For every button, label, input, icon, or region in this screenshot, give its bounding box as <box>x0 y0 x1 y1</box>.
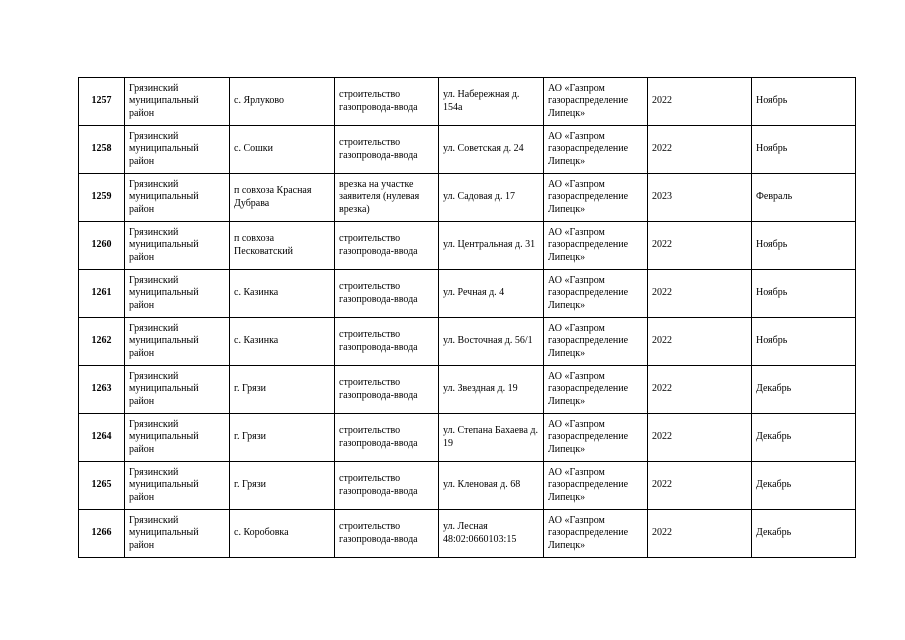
gasification-table <box>78 77 856 558</box>
table-row <box>79 414 856 462</box>
year-cell: 2022 <box>648 366 752 414</box>
year-cell: 2022 <box>648 222 752 270</box>
district-cell: Грязинский муниципальный район <box>125 366 230 414</box>
year-cell: 2022 <box>648 462 752 510</box>
year-cell: 2022 <box>648 270 752 318</box>
month-cell: Февраль <box>752 174 856 222</box>
organization-cell: АО «Газпром газораспределение Липецк» <box>544 318 648 366</box>
row-number: 1258 <box>79 126 125 174</box>
district-cell: Грязинский муниципальный район <box>125 318 230 366</box>
row-number: 1265 <box>79 462 125 510</box>
district-cell: Грязинский муниципальный район <box>125 78 230 126</box>
table-row <box>79 462 856 510</box>
row-number: 1259 <box>79 174 125 222</box>
organization-cell: АО «Газпром газораспределение Липецк» <box>544 78 648 126</box>
locality-cell: с. Ярлуково <box>230 78 335 126</box>
district-cell: Грязинский муниципальный район <box>125 414 230 462</box>
address-cell: ул. Звездная д. 19 <box>439 366 544 414</box>
address-cell: ул. Восточная д. 56/1 <box>439 318 544 366</box>
address-cell: ул. Степана Бахаева д. 19 <box>439 414 544 462</box>
work-type-cell: строительство газопровода-ввода <box>335 222 439 270</box>
organization-cell: АО «Газпром газораспределение Липецк» <box>544 222 648 270</box>
table-row <box>79 174 856 222</box>
month-cell: Декабрь <box>752 462 856 510</box>
district-cell: Грязинский муниципальный район <box>125 126 230 174</box>
month-cell: Ноябрь <box>752 126 856 174</box>
month-cell: Ноябрь <box>752 222 856 270</box>
work-type-cell: врезка на участке заявителя (нулевая врезка) <box>335 174 439 222</box>
row-number: 1263 <box>79 366 125 414</box>
year-cell: 2022 <box>648 510 752 558</box>
organization-cell: АО «Газпром газораспределение Липецк» <box>544 366 648 414</box>
month-cell: Ноябрь <box>752 318 856 366</box>
month-cell: Декабрь <box>752 414 856 462</box>
work-type-cell: строительство газопровода-ввода <box>335 78 439 126</box>
locality-cell: с. Казинка <box>230 270 335 318</box>
locality-cell: г. Грязи <box>230 366 335 414</box>
address-cell: ул. Лесная 48:02:0660103:15 <box>439 510 544 558</box>
address-cell: ул. Речная д. 4 <box>439 270 544 318</box>
row-number: 1262 <box>79 318 125 366</box>
month-cell: Ноябрь <box>752 270 856 318</box>
organization-cell: АО «Газпром газораспределение Липецк» <box>544 510 648 558</box>
table-row <box>79 78 856 126</box>
address-cell: ул. Набережная д. 154а <box>439 78 544 126</box>
table-row <box>79 222 856 270</box>
organization-cell: АО «Газпром газораспределение Липецк» <box>544 414 648 462</box>
locality-cell: г. Грязи <box>230 462 335 510</box>
table-body <box>79 78 856 558</box>
work-type-cell: строительство газопровода-ввода <box>335 126 439 174</box>
work-type-cell: строительство газопровода-ввода <box>335 510 439 558</box>
year-cell: 2022 <box>648 318 752 366</box>
locality-cell: п совхоза Красная Дубрава <box>230 174 335 222</box>
row-number: 1266 <box>79 510 125 558</box>
locality-cell: с. Казинка <box>230 318 335 366</box>
locality-cell: п совхоза Песковатский <box>230 222 335 270</box>
table-row <box>79 270 856 318</box>
organization-cell: АО «Газпром газораспределение Липецк» <box>544 174 648 222</box>
locality-cell: с. Сошки <box>230 126 335 174</box>
row-number: 1264 <box>79 414 125 462</box>
table-row <box>79 510 856 558</box>
address-cell: ул. Садовая д. 17 <box>439 174 544 222</box>
table-row <box>79 318 856 366</box>
row-number: 1260 <box>79 222 125 270</box>
month-cell: Ноябрь <box>752 78 856 126</box>
district-cell: Грязинский муниципальный район <box>125 510 230 558</box>
work-type-cell: строительство газопровода-ввода <box>335 318 439 366</box>
work-type-cell: строительство газопровода-ввода <box>335 366 439 414</box>
locality-cell: г. Грязи <box>230 414 335 462</box>
work-type-cell: строительство газопровода-ввода <box>335 270 439 318</box>
district-cell: Грязинский муниципальный район <box>125 462 230 510</box>
organization-cell: АО «Газпром газораспределение Липецк» <box>544 462 648 510</box>
address-cell: ул. Кленовая д. 68 <box>439 462 544 510</box>
district-cell: Грязинский муниципальный район <box>125 270 230 318</box>
organization-cell: АО «Газпром газораспределение Липецк» <box>544 270 648 318</box>
organization-cell: АО «Газпром газораспределение Липецк» <box>544 126 648 174</box>
locality-cell: с. Коробовка <box>230 510 335 558</box>
year-cell: 2023 <box>648 174 752 222</box>
table-row <box>79 366 856 414</box>
row-number: 1257 <box>79 78 125 126</box>
address-cell: ул. Советская д. 24 <box>439 126 544 174</box>
address-cell: ул. Центральная д. 31 <box>439 222 544 270</box>
month-cell: Декабрь <box>752 510 856 558</box>
work-type-cell: строительство газопровода-ввода <box>335 414 439 462</box>
row-number: 1261 <box>79 270 125 318</box>
district-cell: Грязинский муниципальный район <box>125 174 230 222</box>
table-row <box>79 126 856 174</box>
work-type-cell: строительство газопровода-ввода <box>335 462 439 510</box>
year-cell: 2022 <box>648 414 752 462</box>
year-cell: 2022 <box>648 126 752 174</box>
district-cell: Грязинский муниципальный район <box>125 222 230 270</box>
month-cell: Декабрь <box>752 366 856 414</box>
year-cell: 2022 <box>648 78 752 126</box>
